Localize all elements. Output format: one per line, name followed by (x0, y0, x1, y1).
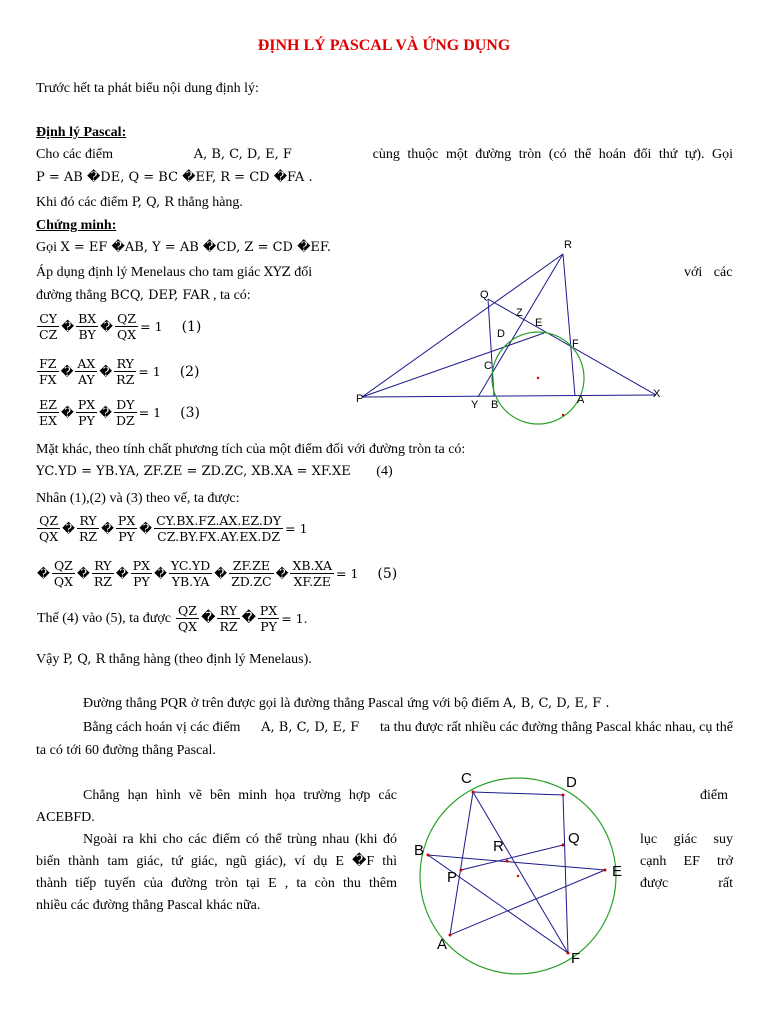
pascal-line-pqr (461, 845, 563, 870)
fig2-point-f (567, 952, 570, 955)
fig1-label-d: D (497, 328, 505, 340)
fig1-label-c: C (484, 360, 492, 372)
eq1-rhs: = 1 (140, 319, 163, 334)
eq5-tag: (5) (377, 565, 398, 582)
fig2-point-e (604, 869, 607, 872)
final-op2: � (241, 611, 256, 626)
eq5-op4: � (214, 566, 228, 581)
mul-op1: � (62, 521, 75, 536)
menelaus-c: với các (684, 265, 733, 280)
mul-rhs: = 1 (285, 521, 308, 536)
para4-line1-right: lục giác suy (640, 832, 733, 847)
eq1-num3: QZ (115, 311, 138, 327)
fig2-label-q: Q (568, 830, 580, 847)
fig2-label-c: C (461, 770, 472, 787)
fig2-label-a: A (437, 936, 448, 953)
fig2-point-a (449, 934, 452, 937)
conclusion-a: Vậy (36, 652, 60, 667)
fig1-label-p: P (356, 393, 364, 405)
fig2-label-d: D (566, 774, 577, 791)
fig2-label-p: P (447, 869, 458, 886)
eq5-op5: � (275, 566, 289, 581)
mul-den1: QX (39, 529, 59, 544)
eq2-num3: RY (114, 356, 136, 372)
power-text: Mặt khác, theo tính chất phương tích của một điểm đối với đường tròn ta có: (36, 442, 466, 457)
eq3-den2: PY (78, 413, 95, 428)
eq5-den1: QX (53, 574, 73, 589)
eq3-num2: PX (77, 397, 96, 412)
para4-line3: thành tiếp tuyến của đường tròn tại E , ta còn thu thêm (36, 876, 397, 891)
theorem-line3-b: thẳng hàng. (177, 195, 243, 210)
fig1-label-b: B (491, 399, 499, 411)
line-px (362, 395, 656, 397)
eq1-tag: (1) (181, 318, 202, 335)
eq5-num1: QZ (52, 558, 75, 574)
line-pr (362, 254, 563, 397)
final-op1: � (201, 611, 216, 626)
paragraph-permutation-line2: ta có tới 60 đường thẳng Pascal. (36, 743, 216, 758)
figure1-labels (356, 239, 661, 411)
para4-line2-right: cạnh EF trở (640, 854, 733, 869)
eq3-rhs: = 1 (138, 405, 162, 420)
para2-l1-a: Bằng cách hoán vị các điểm (83, 720, 241, 735)
eq5-rhs: = 1 (336, 566, 359, 581)
fig2-point-q (562, 844, 565, 847)
eq2-tag: (2) (179, 363, 200, 380)
mul-num3: PX (117, 513, 136, 528)
fig1-label-r: R (564, 239, 572, 251)
eq2-den2: AY (77, 372, 95, 387)
eq1-den3: QX (117, 327, 137, 342)
eq5-op1: � (76, 566, 90, 581)
para2-l1-points: A, B, C, D, E, F (261, 720, 360, 735)
eq3-tag: (3) (180, 404, 200, 421)
eq5-den5: ZD.ZC (231, 574, 272, 589)
final-den3: PY (260, 619, 277, 634)
para4-line3-right: được rất (640, 876, 733, 891)
figure1-lines (362, 254, 656, 397)
eq4-body: YC.YD = YB.YA, ZF.ZE = ZD.ZC, XB.XA = XF.XE (36, 464, 351, 479)
line-ry (478, 254, 563, 397)
fig1-label-e: E (535, 317, 543, 329)
eq5-den4: YB.YA (171, 574, 210, 589)
conclusion-b: thẳng hàng (theo định lý Menelaus). (108, 652, 312, 667)
theorem-line-2: P = AB �DE, Q = BC �EF, R = CD �FA . (36, 170, 313, 185)
para4-line1: Ngoài ra khi cho các điểm có thể trùng nhau (khi đó (83, 832, 397, 847)
mul-num1: QZ (37, 513, 60, 529)
fig2-point-d (562, 794, 565, 797)
eq3-den3: DZ (116, 413, 135, 428)
eq5-den6: XF.ZE (293, 574, 331, 589)
eq2-num1: FZ (37, 356, 59, 372)
proof-heading: Chứng minh: (36, 218, 117, 233)
fig1-label-a: A (577, 394, 585, 406)
para1-points: A, B, C, D, E, F . (503, 696, 610, 711)
fig1-label-q: Q (480, 289, 489, 301)
fig2-label-f: F (571, 950, 581, 967)
para4-line2: biến thành tam giác, tứ giác, ngũ giác), ví dụ E �F thì (36, 854, 397, 869)
intro-text: Trước hết ta phát biểu nội dung định lý: (36, 81, 259, 96)
fig2-label-e: E (612, 863, 623, 880)
proof-call-a: Gọi (36, 240, 57, 255)
eq5-num4: YC.YD (170, 558, 211, 573)
theorem-line3-a: Khi đó các điểm (36, 195, 129, 210)
mul-den3: PY (118, 529, 135, 544)
final-rhs: = 1. (281, 611, 308, 626)
eq2-den1: FX (39, 372, 57, 387)
para3-line2: ACEBFD. (36, 810, 95, 825)
menelaus-b: đối (294, 265, 313, 280)
eq1-num2: BX (78, 311, 97, 326)
theorem-line1-b: cùng thuộc một đường tròn (có thể hoán đổi thứ tự). Gọi (372, 147, 733, 162)
fig2-point-r (506, 860, 509, 863)
line-cf (473, 792, 568, 953)
theorem-heading: Định lý Pascal: (36, 125, 127, 140)
eq3-den1: EX (39, 413, 58, 428)
menelaus-e: , ta có: (212, 288, 251, 303)
eq5-den3: PY (133, 574, 150, 589)
eq5-num3: PX (132, 558, 151, 573)
menelaus-triangle: XYZ (263, 265, 291, 280)
figure1-mark (562, 414, 564, 416)
eq5-num2: RY (92, 558, 114, 574)
eq2-op2: � (99, 364, 113, 379)
mul-num4: CY.BX.FZ.AX.EZ.DY (156, 513, 282, 528)
mul-op2: � (101, 521, 114, 536)
fig2-center (517, 875, 519, 877)
eq5-lead: � (37, 566, 50, 581)
fig1-label-z: Z (516, 307, 523, 319)
para2-l1-b: ta thu được rất nhiều các đường thẳng Pascal khác nhau, cụ thể (379, 720, 733, 735)
final-num1: QZ (176, 603, 199, 619)
substitute-text: Thế (4) vào (5), ta được (37, 610, 171, 626)
eq1-den1: CZ (39, 327, 58, 342)
eq3-op1: � (61, 405, 74, 420)
page-title: ĐỊNH LÝ PASCAL VÀ ỨNG DỤNG (257, 37, 511, 54)
final-num2: RY (217, 603, 239, 619)
para3-line1: Chẳng hạn hình vẽ bên minh họa trường hợp các (83, 788, 397, 803)
eq4-tag: (4) (376, 464, 393, 479)
multiply-text: Nhân (1),(2) và (3) theo vế, ta được: (36, 491, 240, 506)
para1-text: Đường thẳng PQR ở trên được gọi là đường thẳng Pascal ứng với bộ điểm (83, 696, 500, 711)
fig2-point-b (427, 854, 430, 857)
fig2-point-p (460, 869, 463, 872)
para4-line4: nhiều các đường thẳng Pascal khác nữa. (36, 898, 261, 913)
final-den2: RZ (219, 619, 238, 634)
line-ra (563, 254, 575, 396)
theorem-line3-points: P, Q, R (131, 195, 175, 210)
para3-line1-right: điểm (700, 788, 728, 803)
menelaus-a: Áp dụng định lý Menelaus cho tam giác (36, 265, 261, 280)
fig1-label-y: Y (471, 399, 479, 411)
fig2-point-c (472, 791, 475, 794)
eq1-num1: CY (37, 311, 59, 327)
theorem-line1-a: Cho các điểm (36, 147, 113, 162)
proof-call-b: X = EF �AB, Y = AB �CD, Z = CD �EF. (60, 240, 332, 255)
theorem-points: A, B, C, D, E, F (193, 147, 292, 162)
menelaus-d: đường thẳng (36, 288, 107, 303)
eq5-op3: � (154, 566, 167, 581)
final-den1: QX (177, 619, 198, 634)
eq2-rhs: = 1 (138, 364, 161, 379)
eq1-den2: BY (78, 327, 96, 342)
mul-den2: RZ (78, 529, 98, 544)
eq2-op1: � (60, 364, 74, 379)
conclusion-points: P, Q, R (62, 652, 106, 667)
fig1-label-f: F (572, 338, 579, 350)
eq3-op2: � (99, 405, 112, 420)
eq5-num5: ZF.ZE (229, 558, 274, 574)
line-pe (362, 333, 544, 397)
figure1-center (537, 377, 539, 379)
final-num3: PX (259, 603, 278, 618)
eq2-den3: RZ (116, 372, 135, 387)
eq5-den2: RZ (93, 574, 112, 589)
menelaus-lines: BCQ, DEP, FAR (110, 288, 210, 303)
eq1-op1: � (61, 319, 75, 334)
fig2-label-r: R (493, 838, 504, 855)
mul-op3: � (139, 521, 153, 536)
eq3-num1: EZ (37, 397, 59, 413)
mul-den4: CZ.BY.FX.AY.EX.DZ (157, 529, 281, 544)
eq5-num6: XB.XA (292, 558, 332, 573)
line-qb (488, 299, 494, 396)
eq5-op2: � (115, 566, 129, 581)
mul-num2: RY (77, 513, 99, 529)
eq3-num3: DY (114, 397, 137, 413)
eq1-op2: � (100, 319, 113, 334)
eq2-num2: AX (77, 356, 96, 371)
fig1-label-x: X (653, 388, 661, 400)
fig2-label-b: B (414, 842, 425, 859)
